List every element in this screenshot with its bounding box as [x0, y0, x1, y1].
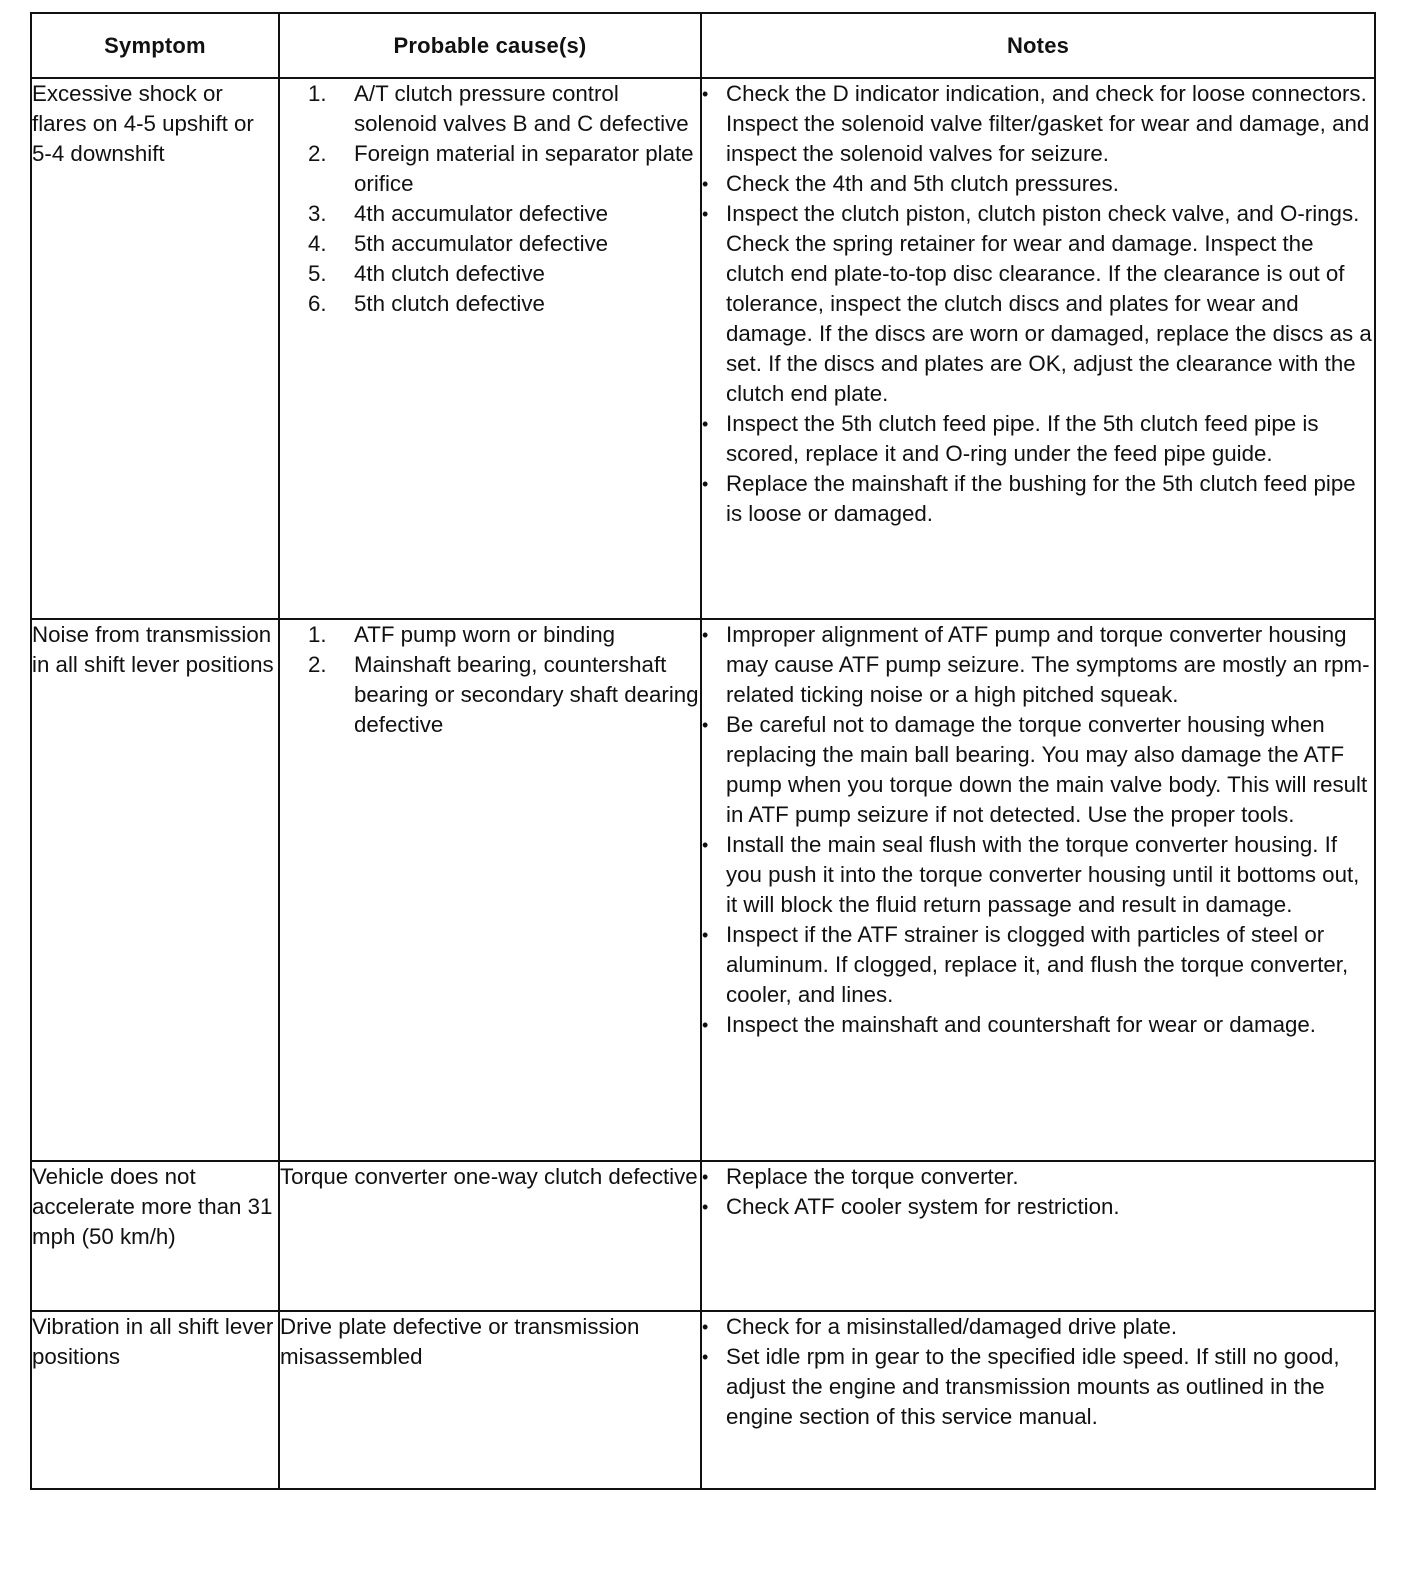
bullet-icon: • [702, 174, 709, 194]
cause-item: 4. 5th accumulator defective [308, 231, 609, 256]
symptom-text: Vibration in all shift lever positions [32, 1314, 274, 1369]
bullet-icon: • [702, 474, 709, 494]
table-row [31, 1161, 1375, 1311]
note-item: • Inspect the mainshaft and countershaft for wear or damage. [702, 1010, 1374, 1040]
cause-item: 2. Foreign material in separator plate orifice [308, 141, 694, 196]
table-row [31, 1311, 1375, 1489]
note-item: • Check the 4th and 5th clutch pressures. [702, 169, 1374, 199]
table-row [31, 619, 1375, 1161]
notes-cell [701, 78, 1375, 619]
note-item: • Set idle rpm in gear to the specified idle speed. If still no good, adjust the engine and transmission mounts as outlined in the engine section of this service manual. [702, 1342, 1374, 1432]
cause-item: 5. 4th clutch defective [308, 261, 545, 286]
notes-list [702, 620, 1374, 1040]
notes-list [702, 79, 1374, 529]
cause-cell [279, 619, 701, 1161]
notes-list [702, 1162, 1374, 1222]
note-item: • Inspect the clutch piston, clutch piston check valve, and O-rings. Check the spring retainer for wear and damage. Inspect the clutch end plate-to-top disc clearance. If the clearance is out of tolerance, inspect the clutch discs and plates for wear and damage. If the discs are worn or damaged, replace the discs as a set. If the discs and plates are OK, adjust the clearance with the clutch end plate. [702, 199, 1374, 409]
cause-cell [279, 1161, 701, 1311]
bullet-icon: • [702, 1015, 709, 1035]
notes-cell [701, 619, 1375, 1161]
bullet-icon: • [702, 835, 709, 855]
bullet-icon: • [702, 1197, 709, 1217]
symptom-cell [31, 1311, 279, 1489]
bullet-icon: • [702, 1317, 709, 1337]
cause-text: Drive plate defective or transmission misassembled [280, 1314, 640, 1369]
symptom-cell [31, 619, 279, 1161]
note-item: • Check the D indicator indication, and check for loose connectors. Inspect the solenoid valve filter/gasket for wear and damage, and inspect the solenoid valves for seizure. [702, 79, 1374, 169]
cause-item: 2. Mainshaft bearing, countershaft bearing or secondary shaft dearing defective [308, 652, 699, 737]
symptom-text: Vehicle does not accelerate more than 31 mph (50 km/h) [32, 1164, 273, 1249]
header-symptom: Symptom [31, 13, 279, 78]
bullet-icon: • [702, 414, 709, 434]
note-item: • Check ATF cooler system for restriction. [702, 1192, 1374, 1222]
bullet-icon: • [702, 715, 709, 735]
note-item: • Inspect the 5th clutch feed pipe. If the 5th clutch feed pipe is scored, replace it and O-ring under the feed pipe guide. [702, 409, 1374, 469]
note-item: • Check for a misinstalled/damaged drive plate. [702, 1312, 1374, 1342]
bullet-icon: • [702, 84, 709, 104]
cause-item: 3. 4th accumulator defective [308, 201, 609, 226]
note-item: • Inspect if the ATF strainer is clogged with particles of steel or aluminum. If clogged, replace it, and flush the torque converter, cooler, and lines. [702, 920, 1374, 1010]
bullet-icon: • [702, 1347, 709, 1367]
table-row [31, 78, 1375, 619]
header-probable-causes: Probable cause(s) [279, 13, 701, 78]
cause-list [280, 620, 700, 740]
header-row [31, 13, 1375, 78]
cause-item: 1. A/T clutch pressure control solenoid valves B and C defective [308, 81, 689, 136]
symptom-cell [31, 1161, 279, 1311]
notes-cell [701, 1161, 1375, 1311]
notes-cell [701, 1311, 1375, 1489]
symptom-text: Excessive shock or flares on 4-5 upshift or 5-4 downshift [32, 81, 254, 166]
cause-cell [279, 78, 701, 619]
note-item: • Replace the torque converter. [702, 1162, 1374, 1192]
note-item: • Replace the mainshaft if the bushing for the 5th clutch feed pipe is loose or damaged. [702, 469, 1374, 529]
cause-text: Torque converter one-way clutch defective [280, 1164, 698, 1189]
cause-item: 1. ATF pump worn or binding [308, 622, 616, 647]
symptom-text: Noise from transmission in all shift lever positions [32, 622, 274, 677]
note-item: • Improper alignment of ATF pump and torque converter housing may cause ATF pump seizure. The symptoms are mostly an rpm-related ticking noise or a high pitched squeak. [702, 620, 1374, 710]
cause-item: 6. 5th clutch defective [308, 291, 545, 316]
bullet-icon: • [702, 1167, 709, 1187]
bullet-icon: • [702, 625, 709, 645]
cause-list [280, 79, 700, 319]
note-item: • Install the main seal flush with the torque converter housing. If you push it into the torque converter housing until it bottoms out, it will block the fluid return passage and result in damage. [702, 830, 1374, 920]
bullet-icon: • [702, 204, 709, 224]
notes-list [702, 1312, 1374, 1432]
troubleshooting-table [30, 12, 1376, 1490]
header-notes: Notes [701, 13, 1375, 78]
symptom-cell [31, 78, 279, 619]
cause-cell [279, 1311, 701, 1489]
bullet-icon: • [702, 925, 709, 945]
note-item: • Be careful not to damage the torque converter housing when replacing the main ball bearing. You may also damage the ATF pump when you torque down the main valve body. This will result in ATF pump seizure if not detected. Use the proper tools. [702, 710, 1374, 830]
